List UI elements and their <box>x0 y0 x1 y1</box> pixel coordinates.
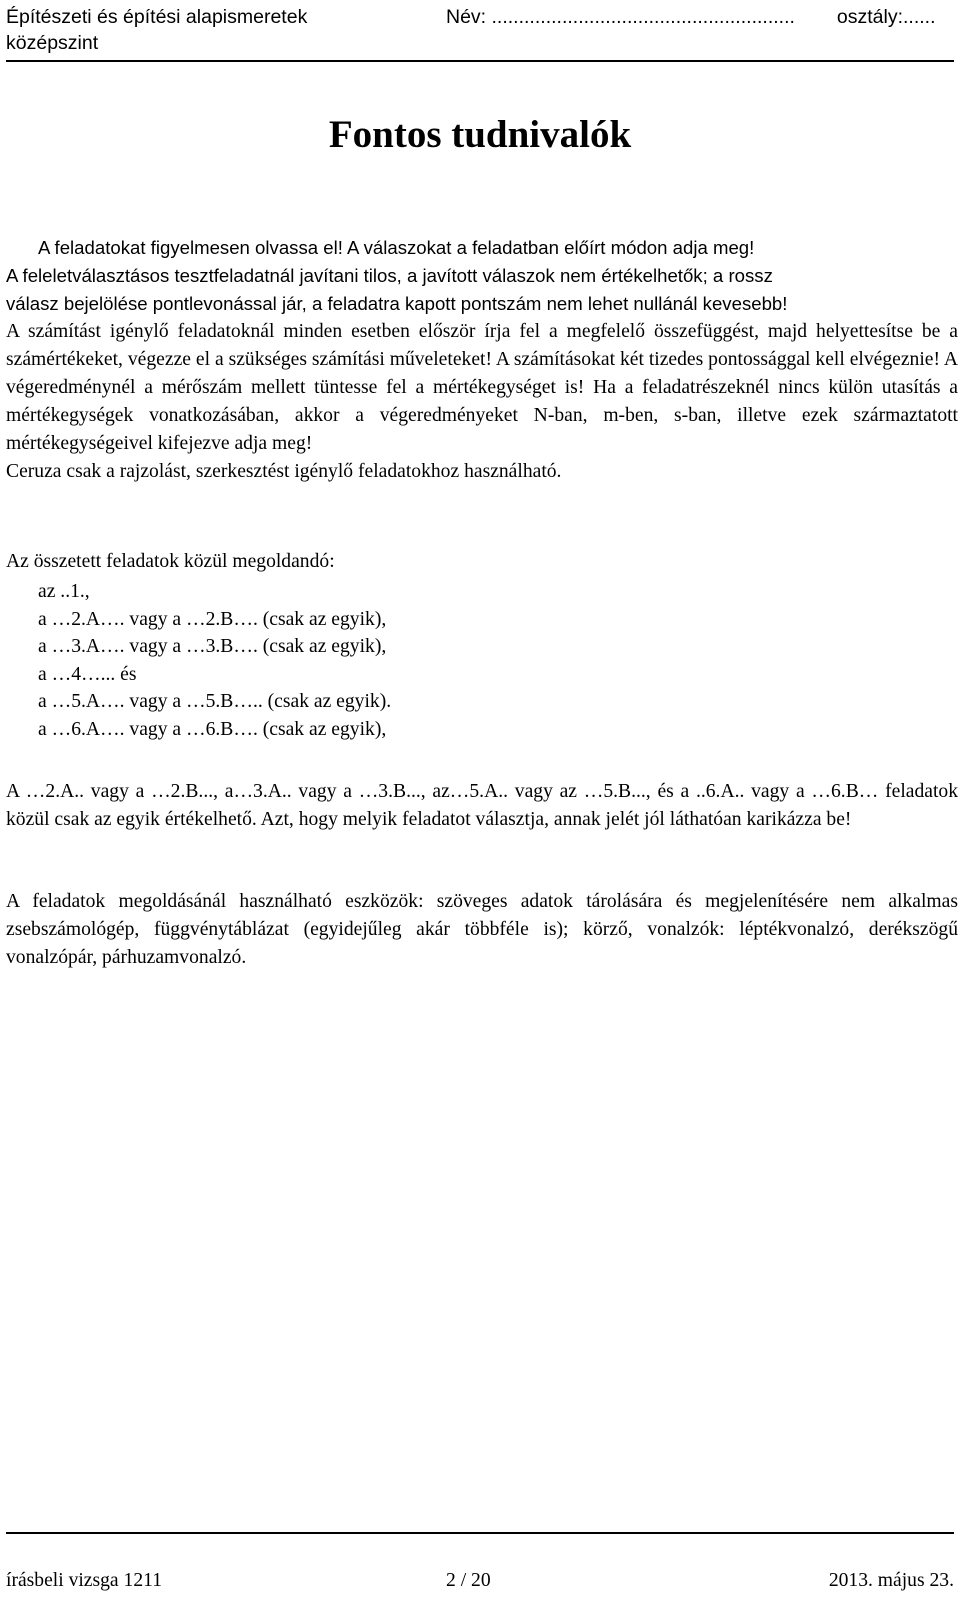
instruction-multiple-choice-2: válasz bejelölése pontlevonással jár, a feladatra kapott pontszám nem lehet nullánál kevesebb! <box>6 293 788 314</box>
list-item: a …6.A…. vagy a …6.B…. (csak az egyik), <box>38 718 387 740</box>
list-item: a …3.A…. vagy a …3.B…. (csak az egyik), <box>38 636 387 657</box>
list-item: a …2.A…. vagy a …2.B…. (csak az egyik), <box>38 608 387 630</box>
tools-note: A feladatok megoldásánál használható eszközök: szöveges adatok tárolására és megjelenítésére nem alkalmas zsebszámológép, függvénytáblázat (egyidejűleg akár többféle is); körző, vonalzók: léptékvonalzó, derékszögű vonalzópár, párhuzamvonalzó. <box>6 891 958 968</box>
instruction-read-carefully: A feladatokat figyelmesen olvassa el! A válaszokat a feladatban előírt módon adja meg! <box>38 237 755 258</box>
instruction-pencil: Ceruza csak a rajzolást, szerkesztést igénylő feladatokhoz használható. <box>6 461 562 482</box>
list-item: az ..1., <box>38 581 90 602</box>
compound-tasks-heading: Az összetett feladatok közül megoldandó: <box>6 551 335 572</box>
header-divider <box>6 60 954 62</box>
list-item: a …4…... és <box>38 663 137 685</box>
instructions-block <box>6 234 958 486</box>
name-field-label: Név: ........................................................ <box>446 6 795 28</box>
instruction-multiple-choice-1: A feleletválasztásos tesztfeladatnál javítani tilos, a javított válaszok nem értékelhetők; a rossz <box>6 265 773 286</box>
choice-note: A …2.A.. vagy a …2.B..., a…3.A.. vagy a …3.B..., az…5.A.. vagy az …5.B..., és a ..6.A.. vagy a …6.B… feladatok közül csak az egyik értékelhető. Azt, hogy melyik feladatot választja, annak jelét jól láthatóan karikázza be! <box>6 781 958 830</box>
subject-line-2: középszint <box>6 32 99 54</box>
footer-divider <box>6 1532 954 1534</box>
exam-date: 2013. május 23. <box>828 1570 954 1591</box>
subject-title <box>6 4 307 56</box>
page-title: Fontos tudnivalók <box>328 113 632 156</box>
class-field-label: osztály:...... <box>836 6 936 28</box>
page-number: 2 / 20 <box>446 1570 491 1591</box>
page-header <box>6 0 954 62</box>
subject-line-1: Építészeti és építési alapismeretek <box>6 6 308 28</box>
exam-type: írásbeli vizsga 1211 <box>6 1570 162 1591</box>
compound-task-list <box>38 578 391 743</box>
instruction-calculations: A számítást igénylő feladatoknál minden esetben először írja fel a megfelelő összefüggést, majd helyettesítse be a számértékeket, végezze el a szükséges számítási műveleteket! A számításokat két tizedes pontossággal kell elvégeznie! A végeredménynél a mérőszám mellett tüntesse fel a mértékegységet is! Ha a feladatrészeknél nincs külön utasítás a mértékegységek vonatkozásában, akkor a végeredményeket N-ban, m-ben, s-ban, illetve ezek származtatott mértékegységeivel kifejezve adja meg! <box>6 321 958 454</box>
list-item: a …5.A…. vagy a …5.B….. (csak az egyik). <box>38 691 392 712</box>
student-fields <box>446 4 936 30</box>
